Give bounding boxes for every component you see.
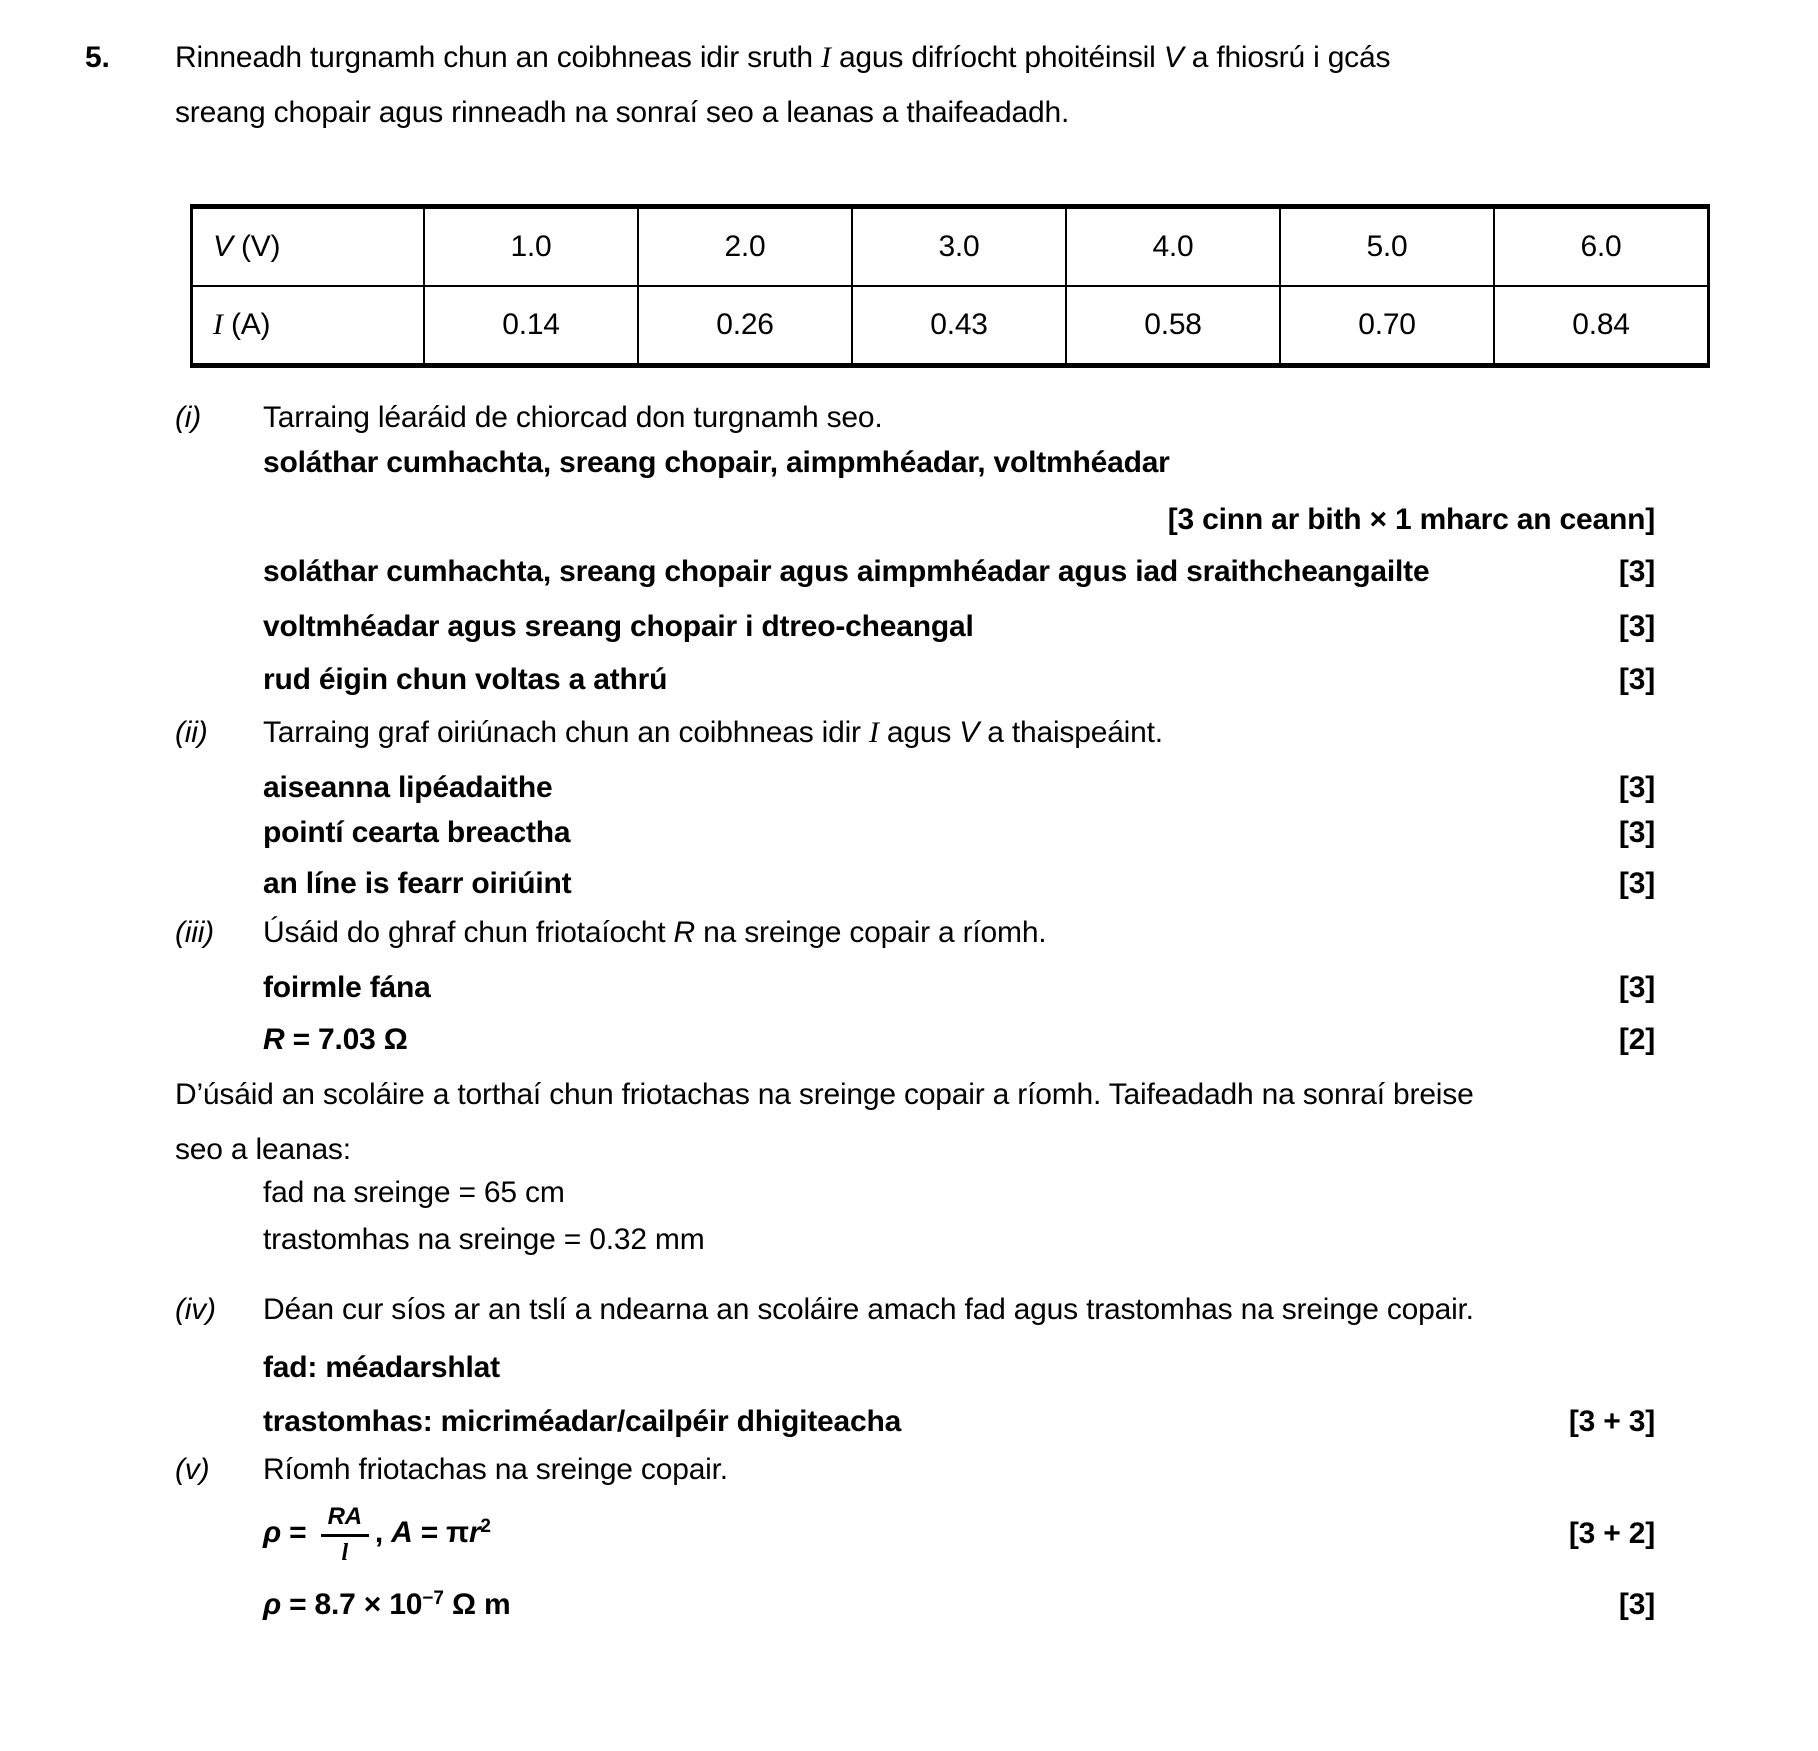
- symbol-current-I: I: [868, 716, 879, 749]
- wire-diameter-value: trastomhas na sreinge = 0.32 mm: [263, 1223, 705, 1256]
- formula-line: [263, 1488, 1655, 1580]
- part-ii-prompt: [263, 716, 1163, 750]
- table-cell-value: 0.58: [1066, 286, 1280, 366]
- symbol-radius-r: r: [468, 1515, 481, 1549]
- prompt-part1: Úsáid do ghraf chun friotaíocht: [263, 916, 674, 949]
- interlude-text-2: seo a leanas:: [175, 1133, 351, 1166]
- intro-part1: Rinneadh turgnamh chun an coibhneas idir sruth: [175, 41, 822, 74]
- prompt-part2: agus: [878, 716, 960, 749]
- result-value: = 7.03 Ω: [284, 1023, 408, 1056]
- answer-line: [263, 1341, 1655, 1395]
- intro-text-1: [175, 41, 1390, 75]
- mark-badge: [3]: [1618, 771, 1655, 804]
- part-i-prompt: Tarraing léaráid de chiorcad don turgnamh seo.: [263, 401, 883, 434]
- intro-line-1: [175, 31, 1655, 85]
- table-row-current: [192, 286, 1709, 366]
- mark-badge: [3]: [1618, 610, 1655, 643]
- intro-part3: a fhiosrú i gcás: [1183, 41, 1391, 74]
- answer-text: foirmle fána: [263, 971, 431, 1004]
- mark-badge: [3 + 3]: [1568, 1405, 1655, 1438]
- part-ii-marker: (ii): [175, 716, 208, 749]
- equals-pi: = π: [412, 1515, 469, 1549]
- exponent-minus-7: −7: [422, 1588, 444, 1609]
- current-symbol: I: [213, 308, 223, 341]
- table-cell-value: 5.0: [1280, 207, 1494, 287]
- symbol-current-I: I: [821, 41, 831, 74]
- voltage-symbol: V: [213, 230, 233, 263]
- answer-text: rud éigin chun voltas a athrú: [263, 663, 668, 696]
- answer-line: [263, 961, 1655, 1015]
- mark-badge: [3]: [1618, 816, 1655, 849]
- answer-text: an líne is fearr oiriúint: [263, 867, 572, 900]
- table-cell-value: 3.0: [852, 207, 1066, 287]
- mark-badge: [3 + 2]: [1568, 1517, 1655, 1550]
- answer-text: soláthar cumhachta, sreang chopair agus aimpmhéadar agus iad sraithcheangailte: [263, 555, 1430, 588]
- mark-badge: [3]: [1618, 1588, 1655, 1621]
- table-row-voltage: [192, 207, 1709, 287]
- result-text: [263, 1023, 408, 1057]
- part-iv-prompt-row: [175, 1283, 1655, 1337]
- answer-line: [263, 600, 1655, 654]
- intro-part2: agus difríocht phoitéinsil: [830, 41, 1164, 74]
- part-v-prompt: Ríomh friotachas na sreinge copair.: [263, 1453, 728, 1486]
- part-v-marker: (v): [175, 1453, 210, 1486]
- table-cell-value: 6.0: [1494, 207, 1709, 287]
- result-base: = 8.7 × 10: [280, 1588, 423, 1621]
- part-ii-prompt-row: [175, 706, 1655, 760]
- intro-line-2: [175, 86, 1655, 140]
- answer-line: [263, 1395, 1655, 1449]
- exponent-2: 2: [480, 1515, 491, 1537]
- mark-badge: [3]: [1618, 867, 1655, 900]
- extra-data-length: [263, 1166, 1655, 1220]
- answer-text: pointí cearta breactha: [263, 816, 571, 849]
- symbol-resistance-R: R: [673, 916, 695, 949]
- part-iii-prompt-row: [175, 906, 1655, 960]
- mark-badge: [3]: [1618, 555, 1655, 588]
- intro-text-2: sreang chopair agus rinneadh na sonraí seo a leanas a thaifeadadh.: [175, 96, 1070, 129]
- answer-line: [263, 545, 1655, 599]
- symbol-area-A: A: [391, 1515, 413, 1549]
- symbol-rho: ρ: [263, 1588, 281, 1621]
- table-cell-value: 2.0: [638, 207, 852, 287]
- equals-sign: =: [280, 1515, 315, 1549]
- wire-length-value: fad na sreinge = 65 cm: [263, 1176, 565, 1209]
- result-line: [263, 1578, 1655, 1632]
- prompt-part1: Tarraing graf oiriúnach chun an coibhneas idir: [263, 716, 869, 749]
- part-i-components-row: [263, 436, 1655, 490]
- resistivity-formula: [263, 1503, 491, 1565]
- symbol-voltage-V: V: [1163, 41, 1184, 74]
- table-cell-value: 4.0: [1066, 207, 1280, 287]
- table-label-voltage: [192, 207, 425, 287]
- extra-data-diameter: [263, 1213, 1655, 1267]
- interlude-text-1: D’úsáid an scoláire a torthaí chun friotachas na sreinge copair a ríomh. Taifeadadh na sonraí breise: [175, 1078, 1474, 1111]
- prompt-part2: na sreinge copair a ríomh.: [694, 916, 1047, 949]
- result-unit: Ω m: [443, 1588, 511, 1621]
- answer-line: [263, 857, 1655, 911]
- table-cell-value: 0.43: [852, 286, 1066, 366]
- mark-badge: [3]: [1618, 971, 1655, 1004]
- prompt-part3: a thaispeáint.: [979, 716, 1163, 749]
- table-cell-value: 1.0: [424, 207, 638, 287]
- result-line: [263, 1013, 1655, 1067]
- mark-badge: [3]: [1618, 663, 1655, 696]
- voltage-unit: (V): [240, 230, 281, 263]
- table-cell-value: 0.84: [1494, 286, 1709, 366]
- answer-text: voltmhéadar agus sreang chopair i dtreo-cheangal: [263, 610, 974, 643]
- table-cell-value: 0.14: [424, 286, 638, 366]
- part-iii-marker: (iii): [175, 916, 214, 949]
- fraction-denominator: l: [341, 1540, 348, 1566]
- table-cell-value: 0.26: [638, 286, 852, 366]
- answer-text: fad: méadarshlat: [263, 1351, 500, 1384]
- part-i-marks-note: [3 cinn ar bith × 1 mharc an ceann]: [1167, 503, 1655, 536]
- question-number: 5.: [85, 41, 110, 74]
- comma-separator: ,: [374, 1515, 392, 1549]
- table-label-current: [192, 286, 425, 366]
- part-i-components: soláthar cumhachta, sreang chopair, aimpmhéadar, voltmhéadar: [263, 446, 1170, 479]
- mark-badge: [2]: [1618, 1023, 1655, 1056]
- part-i-note-row: [175, 493, 1655, 547]
- symbol-rho: ρ: [263, 1515, 281, 1549]
- interlude-line-1: [175, 1068, 1655, 1122]
- answer-text: aiseanna lipéadaithe: [263, 771, 553, 804]
- fraction-RA-over-l: [321, 1503, 369, 1565]
- fraction-numerator: RA: [321, 1503, 369, 1537]
- part-iv-marker: (iv): [175, 1293, 216, 1326]
- resistivity-result: [263, 1588, 511, 1622]
- answer-line: [263, 806, 1655, 860]
- part-iii-prompt: [263, 916, 1046, 950]
- part-iv-prompt: Déan cur síos ar an tslí a ndearna an scoláire amach fad agus trastomhas na sreinge copair.: [263, 1293, 1474, 1326]
- data-table: [190, 204, 1710, 368]
- symbol-resistance-R: R: [263, 1023, 285, 1056]
- symbol-voltage-V: V: [959, 716, 980, 749]
- answer-line: [263, 653, 1655, 707]
- part-i-marker: (i): [175, 401, 202, 434]
- answer-text: trastomhas: micriméadar/cailpéir dhigiteacha: [263, 1405, 902, 1438]
- current-unit: (A): [230, 308, 271, 341]
- table-cell-value: 0.70: [1280, 286, 1494, 366]
